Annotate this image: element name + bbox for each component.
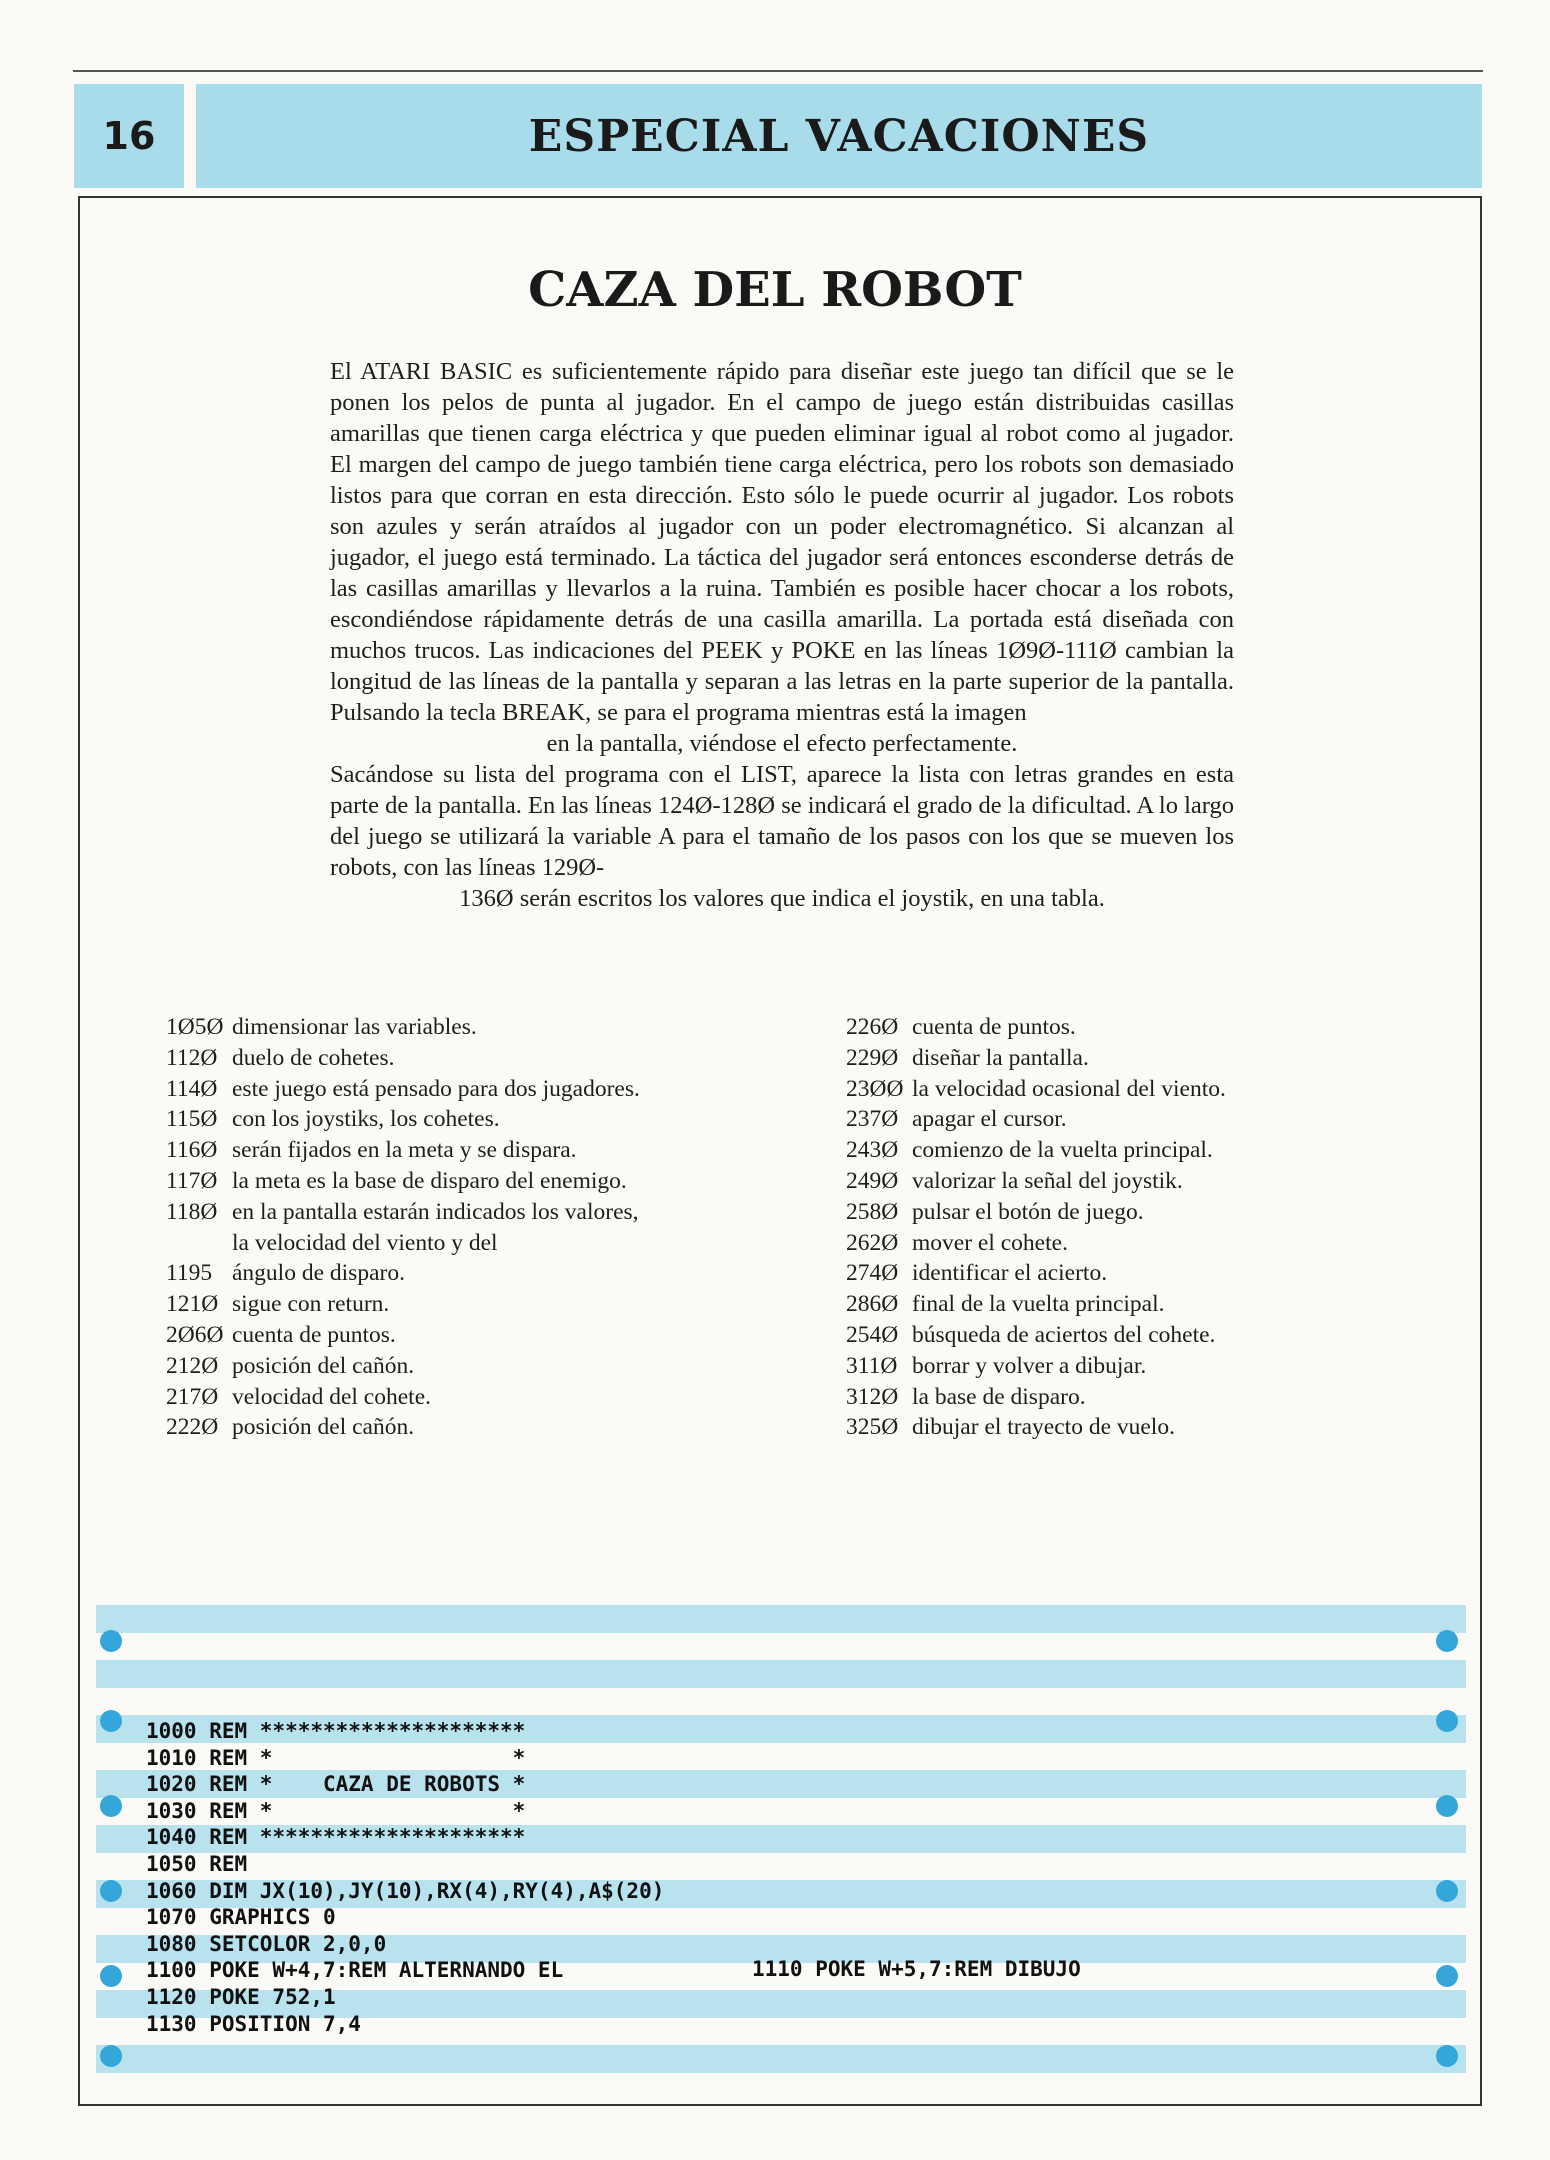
section-header (196, 84, 1482, 188)
line-description: ángulo de disparo. (232, 1260, 405, 1287)
tractor-feed-hole (100, 1630, 122, 1652)
article-title: CAZA DEL ROBOT (528, 262, 1022, 318)
tractor-feed-hole (1436, 1795, 1458, 1817)
line-description: la meta es la base de disparo del enemigo. (232, 1167, 627, 1194)
line-note (846, 1228, 1446, 1259)
line-notes-left (166, 1012, 786, 1443)
line-number: 23ØØ (846, 1075, 904, 1102)
line-note (846, 1351, 1446, 1382)
line-note (166, 1228, 786, 1259)
line-description: posición del cañón. (232, 1414, 415, 1441)
line-note (846, 1074, 1446, 1105)
article-intro (330, 356, 1234, 914)
line-note (846, 1135, 1446, 1166)
intro-paragraph-1: El ATARI BASIC es suficientemente rápido para diseñar este juego tan difícil que se le ponen los pelos de punta al jugador. En el campo de juego están distribuidas casillas amarillas que tienen carga eléctrica y que pueden eliminar igual al robot como al jugador. El margen del campo de juego también tiene carga eléctrica, pero los robots son demasiado listos para que corran en esta dirección. Esto sólo le puede ocurrir al jugador. Los robots son azules y serán atraídos al jugador con un poder electromagnético. Si alcanzan al jugador, el juego está terminado. La táctica del jugador será entonces esconderse detrás de las casillas amarillas y llevarlos a la ruina. También es posible hacer chocar a los robots, escondiéndose rápidamente detrás de una casilla amarilla. La portada está diseñada con muchos trucos. Las indicaciones del PEEK y POKE en las líneas 1Ø9Ø-111Ø cambian la longitud de las líneas de la pantalla y separan a las letras en la parte superior de la pantalla. Pulsando la tecla BREAK, se para el programa mientras está la imagen (330, 358, 1234, 726)
line-note (166, 1166, 786, 1197)
line-description: en la pantalla estarán indicados los valores, (232, 1198, 639, 1225)
line-number: 222Ø (166, 1414, 219, 1441)
code-line: 1130 POSITION 7,4 (146, 2011, 361, 2036)
line-description: sigue con return. (232, 1291, 390, 1318)
line-note (846, 1043, 1446, 1074)
section-title: ESPECIAL VACACIONES (528, 110, 1150, 162)
line-note (846, 1320, 1446, 1351)
code-line: 1000 REM ********************* (146, 1719, 526, 1743)
line-number: 212Ø (166, 1352, 219, 1379)
line-description: dibujar el trayecto de vuelo. (912, 1414, 1175, 1441)
line-note (166, 1135, 786, 1166)
line-number: 312Ø (846, 1383, 899, 1410)
line-notes-right (846, 1012, 1446, 1443)
line-number: 229Ø (846, 1044, 899, 1071)
line-description: serán fijados en la meta y se dispara. (232, 1137, 577, 1164)
line-note (846, 1197, 1446, 1228)
line-description: comienzo de la vuelta principal. (912, 1137, 1213, 1164)
line-description: mover el cohete. (912, 1229, 1068, 1256)
line-description: la base de disparo. (912, 1383, 1086, 1410)
line-number: 1Ø5Ø (166, 1014, 224, 1040)
tractor-feed-hole (100, 2045, 122, 2067)
line-description: apagar el cursor. (912, 1106, 1067, 1133)
line-number: 115Ø (166, 1106, 218, 1133)
line-description: identificar el acierto. (912, 1260, 1108, 1287)
line-description: duelo de cohetes. (232, 1044, 395, 1071)
code-line: 1040 REM ********************* (146, 1825, 526, 1850)
tractor-feed-hole (1436, 1710, 1458, 1732)
line-note (846, 1258, 1446, 1289)
code-line: 1120 POKE 752,1 (146, 1984, 336, 2009)
code-listing (146, 1718, 664, 2037)
line-note (846, 1012, 1446, 1043)
code-line: 1060 DIM JX(10),JY(10),RX(4),RY(4),A$(20) (146, 1878, 665, 1903)
top-rule (73, 70, 1483, 72)
tractor-feed-hole (1436, 1880, 1458, 1902)
line-note (166, 1320, 786, 1351)
code-line: 1070 GRAPHICS 0 (146, 1905, 336, 1930)
line-note (166, 1074, 786, 1105)
line-number: 249Ø (846, 1167, 899, 1194)
intro-paragraph-2: Sacándose su lista del programa con el LIST, aparece la lista con letras grandes en esta parte de la pantalla. En las líneas 124Ø-128Ø se indicará el grado de la dificultad. A lo largo del juego se utilizará la variable A para el tamaño de los pasos con los que se mueven los robots, con las líneas 129Ø- (330, 761, 1234, 881)
line-number: 274Ø (846, 1260, 899, 1287)
tractor-feed-hole (100, 1880, 122, 1902)
code-line: 1020 REM * CAZA DE ROBOTS * (146, 1772, 526, 1797)
line-note (846, 1166, 1446, 1197)
line-description: búsqueda de aciertos del cohete. (912, 1321, 1216, 1348)
tractor-feed-hole (100, 1710, 122, 1732)
tractor-feed-hole (100, 1965, 122, 1987)
line-description: dimensionar las variables. (232, 1014, 477, 1040)
line-number: 237Ø (846, 1106, 899, 1133)
line-note (166, 1382, 786, 1413)
line-description: diseñar la pantalla. (912, 1044, 1089, 1071)
line-note (166, 1351, 786, 1382)
code-line: 1050 REM (146, 1851, 248, 1876)
line-number: 325Ø (846, 1414, 899, 1441)
printout-stripe (96, 2045, 1466, 2073)
line-number: 1195 (166, 1260, 213, 1287)
line-description: la velocidad ocasional del viento. (912, 1075, 1226, 1102)
line-number: 262Ø (846, 1229, 899, 1256)
line-description: final de la vuelta principal. (912, 1291, 1165, 1318)
line-number: 217Ø (166, 1383, 219, 1410)
line-number: 114Ø (166, 1075, 218, 1102)
printout-stripe (96, 1605, 1466, 1633)
line-number: 117Ø (166, 1167, 218, 1194)
code-line: 1030 REM * * (146, 1798, 526, 1823)
intro-paragraph-2-end: 136Ø serán escritos los valores que indica el joystik, en una tabla. (459, 885, 1105, 912)
line-number: 286Ø (846, 1291, 899, 1318)
line-description: cuenta de puntos. (912, 1014, 1076, 1040)
code-line: 1010 REM * * (146, 1745, 526, 1770)
page-number-box (74, 84, 184, 188)
code-listing-right: 1110 POKE W+5,7:REM DIBUJO (752, 1957, 1081, 1981)
line-note (846, 1382, 1446, 1413)
line-number: 2Ø6Ø (166, 1321, 224, 1348)
code-line: 1100 POKE W+4,7:REM ALTERNANDO EL (146, 1958, 564, 1983)
line-number: 121Ø (166, 1291, 219, 1318)
line-number: 254Ø (846, 1321, 899, 1348)
line-number: 226Ø (846, 1014, 899, 1040)
line-description: cuenta de puntos. (232, 1321, 396, 1348)
line-note (166, 1289, 786, 1320)
line-number: 118Ø (166, 1198, 218, 1225)
line-number: 112Ø (166, 1044, 218, 1071)
line-number: 258Ø (846, 1198, 899, 1225)
line-note (166, 1197, 786, 1228)
line-note (846, 1104, 1446, 1135)
line-note (846, 1289, 1446, 1320)
line-note (166, 1104, 786, 1135)
line-description: pulsar el botón de juego. (912, 1198, 1144, 1225)
tractor-feed-hole (1436, 1965, 1458, 1987)
page-number: 16 (102, 114, 156, 158)
line-note (166, 1412, 786, 1443)
tractor-feed-hole (1436, 1630, 1458, 1652)
line-note (166, 1012, 786, 1043)
line-note (846, 1412, 1446, 1443)
printout-stripe (96, 1660, 1466, 1688)
intro-paragraph-1-end: en la pantalla, viéndose el efecto perfectamente. (546, 730, 1018, 757)
line-note (166, 1043, 786, 1074)
tractor-feed-hole (1436, 2045, 1458, 2067)
code-line: 1080 SETCOLOR 2,0,0 (146, 1931, 387, 1956)
line-description: este juego está pensado para dos jugadores. (232, 1075, 640, 1102)
line-number: 311Ø (846, 1352, 898, 1379)
tractor-feed-hole (100, 1795, 122, 1817)
line-description: la velocidad del viento y del (232, 1229, 498, 1256)
line-description: velocidad del cohete. (232, 1383, 432, 1410)
line-note (166, 1258, 786, 1289)
line-description: posición del cañón. (232, 1352, 415, 1379)
line-number: 243Ø (846, 1137, 899, 1164)
line-description: con los joystiks, los cohetes. (232, 1106, 500, 1133)
line-number: 116Ø (166, 1137, 218, 1164)
line-description: valorizar la señal del joystik. (912, 1167, 1183, 1194)
line-description: borrar y volver a dibujar. (912, 1352, 1147, 1379)
